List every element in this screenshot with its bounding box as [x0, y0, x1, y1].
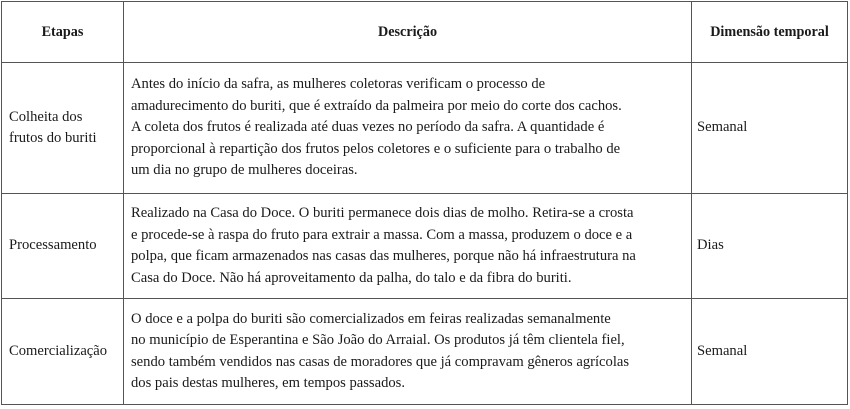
header-temporal-dimension: Dimensão temporal	[692, 2, 848, 63]
stage-text: Comercialização	[9, 342, 108, 359]
description-line: amadurecimento do buriti, que é extraído da palmeira por meio do corte dos cachos.	[131, 97, 622, 114]
description-line: A coleta dos frutos é realizada até duas vezes no período da safra. A quantidade é	[131, 119, 605, 136]
description-line: no município de Esperantina e São João do Arraial. Os produtos já têm clientela fiel,	[131, 332, 625, 348]
description-line: proporcional à repartição dos frutos pelos coletores e o suficiente para o trabalho de	[131, 140, 621, 157]
description-cell	[124, 63, 692, 194]
table-row	[2, 194, 848, 299]
header-row	[2, 2, 848, 63]
description-cell	[124, 299, 692, 405]
stage-cell	[2, 299, 124, 405]
table-row	[2, 63, 848, 194]
temporal-dimension-cell: Semanal	[692, 63, 848, 194]
header-stages: Etapas	[2, 2, 124, 63]
temporal-dimension-cell: Semanal	[692, 299, 848, 405]
description-line: sendo também vendidos nas casas de moradores que já compravam gêneros agrícolas	[131, 353, 630, 370]
stage-text: frutos do buriti	[9, 130, 97, 146]
stage-cell	[2, 194, 124, 299]
temporal-dimension-cell: Dias	[692, 194, 848, 299]
description-line: O doce e a polpa do buriti são comercializados em feiras realizadas semanalmente	[131, 310, 611, 327]
table-row	[2, 299, 848, 405]
header-description: Descrição	[124, 2, 692, 63]
description-line: um dia no grupo de mulheres doceiras.	[131, 162, 358, 179]
stage-cell	[2, 63, 124, 194]
process-stages-table	[1, 1, 848, 405]
description-cell	[124, 194, 692, 299]
description-line: dos pais destas mulheres, em tempos passados.	[131, 375, 405, 391]
description-line: Realizado na Casa do Doce. O buriti permanece dois dias de molho. Retira-se a crosta	[131, 205, 634, 221]
description-line: polpa, que ficam armazenados nas casas das mulheres, porque não há infraestrutura na	[131, 248, 636, 264]
description-line: e procede-se à raspa do fruto para extrair a massa. Com a massa, produzem o doce e a	[131, 226, 633, 243]
description-line: Antes do início da safra, as mulheres coletoras verificam o processo de	[131, 76, 546, 93]
stage-text: Colheita dos	[9, 108, 83, 125]
description-line: Casa do Doce. Não há aproveitamento da palha, do talo e da fibra do buriti.	[131, 269, 572, 286]
stage-text: Processamento	[9, 237, 97, 254]
